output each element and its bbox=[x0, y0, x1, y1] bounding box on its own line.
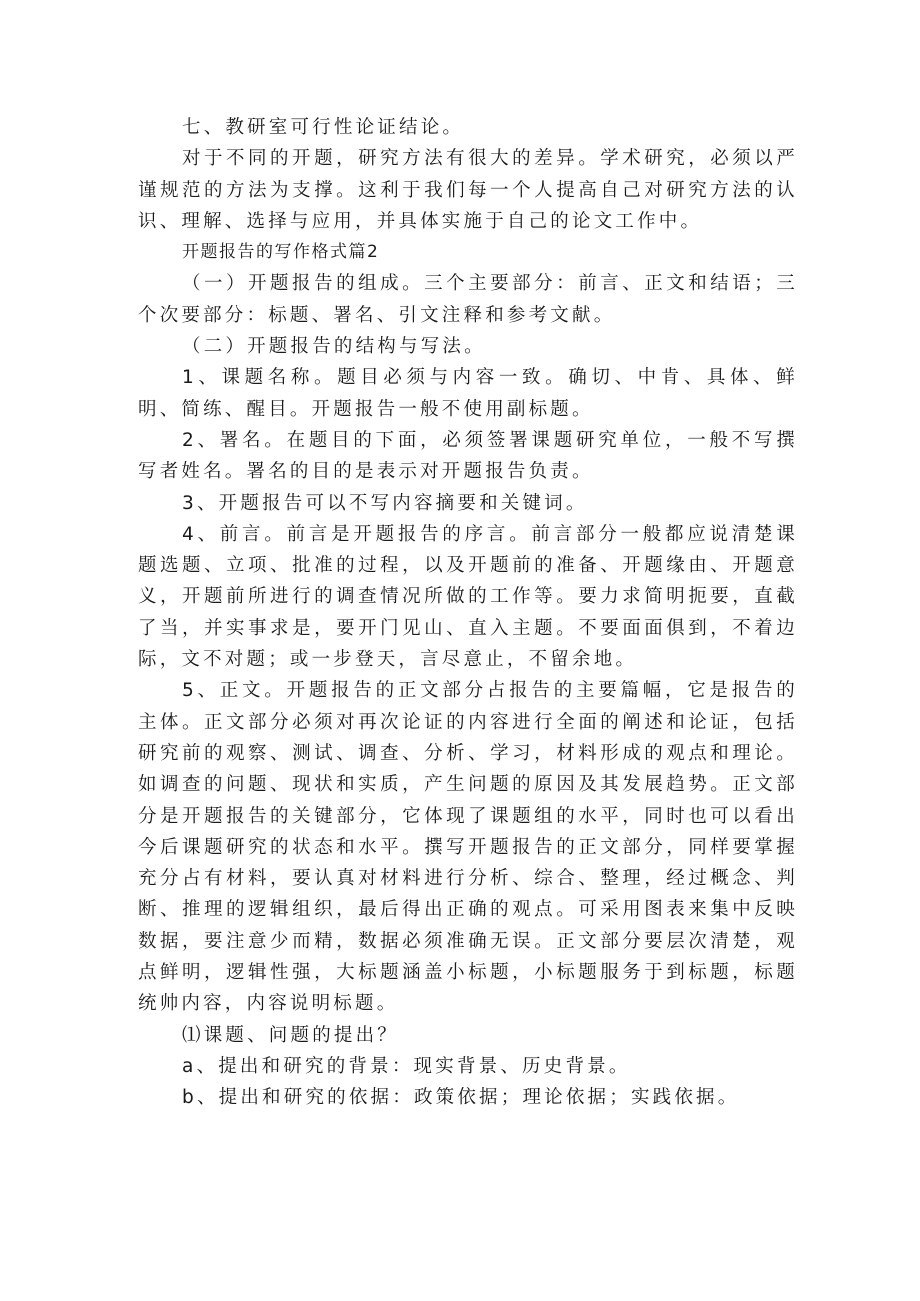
subsection-1-question: ⑴课题、问题的提出？ bbox=[182, 1024, 400, 1046]
item-4-preface-paragraph: 4、前言。前言是开题报告的序言。前言部分一般都应说清楚课题选题、立项、批准的过程，以及开题前的准备、开题缘由、开题意义，开题前所进行的调查情况所做的工作等。要力求简明扼要，直截了当，并实事求是，要开门见山、直入主题。不要面面俱到，不着边际，文不对题；或一步登天，言尽意止，不留余地。 bbox=[138, 523, 798, 671]
item-2-signature-paragraph: 2、署名。在题目的下面，必须签署课题研究单位，一般不写撰写者姓名。署名的目的是表示对开题报告负责。 bbox=[138, 429, 798, 483]
research-method-paragraph: 对于不同的开题，研究方法有很大的差异。学术研究，必须以严谨规范的方法为支撑。这利于我们每一个人提高自己对研究方法的认识、理解、选择与应用，并具体实施于自己的论文工作中。 bbox=[138, 148, 798, 232]
document-body bbox=[138, 112, 798, 1114]
section-seven-heading: 七、教研室可行性论证结论。 bbox=[182, 117, 465, 138]
report-composition-paragraph: （一）开题报告的组成。三个主要部分：前言、正文和结语；三个次要部分：标题、署名、引文注释和参考文献。 bbox=[138, 273, 798, 326]
list-item-b: b、提出和研究的依据：政策依据；理论依据；实践依据。 bbox=[182, 1087, 740, 1109]
item-3-abstract-paragraph: 3、开题报告可以不写内容摘要和关键词。 bbox=[182, 492, 588, 514]
item-5-body-paragraph: 5、正文。开题报告的正文部分占报告的主要篇幅，它是报告的主体。正文部分必须对再次论证的内容进行全面的阐述和论证，包括研究前的观察、测试、调查、分析、学习，材料形成的观点和理论。如调查的问题、现状和实质，产生问题的原因及其发展趋势。正文部分是开题报告的关键部分，它体现了课题组的水平，同时也可以看出今后课题研究的状态和水平。撰写开题报告的正文部分，同样要掌握充分占有材料，要认真对材料进行分析、综合、整理，经过概念、判断、推理的逻辑组织，最后得出正确的观点。可采用图表来集中反映数据，要注意少而精，数据必须准确无误。正文部分要层次清楚，观点鲜明，逻辑性强，大标题涵盖小标题，小标题服务于到标题，标题统帅内容，内容说明标题。 bbox=[138, 680, 798, 1015]
article-2-title: 开题报告的写作格式篇2 bbox=[182, 242, 380, 263]
report-structure-heading: （二）开题报告的结构与写法。 bbox=[182, 336, 486, 358]
item-1-title-paragraph: 1、课题名称。题目必须与内容一致。确切、中肯、具体、鲜明、简练、醒目。开题报告一般不使用副标题。 bbox=[138, 367, 798, 420]
list-item-a: a、提出和研究的背景：现实背景、历史背景。 bbox=[182, 1055, 631, 1077]
